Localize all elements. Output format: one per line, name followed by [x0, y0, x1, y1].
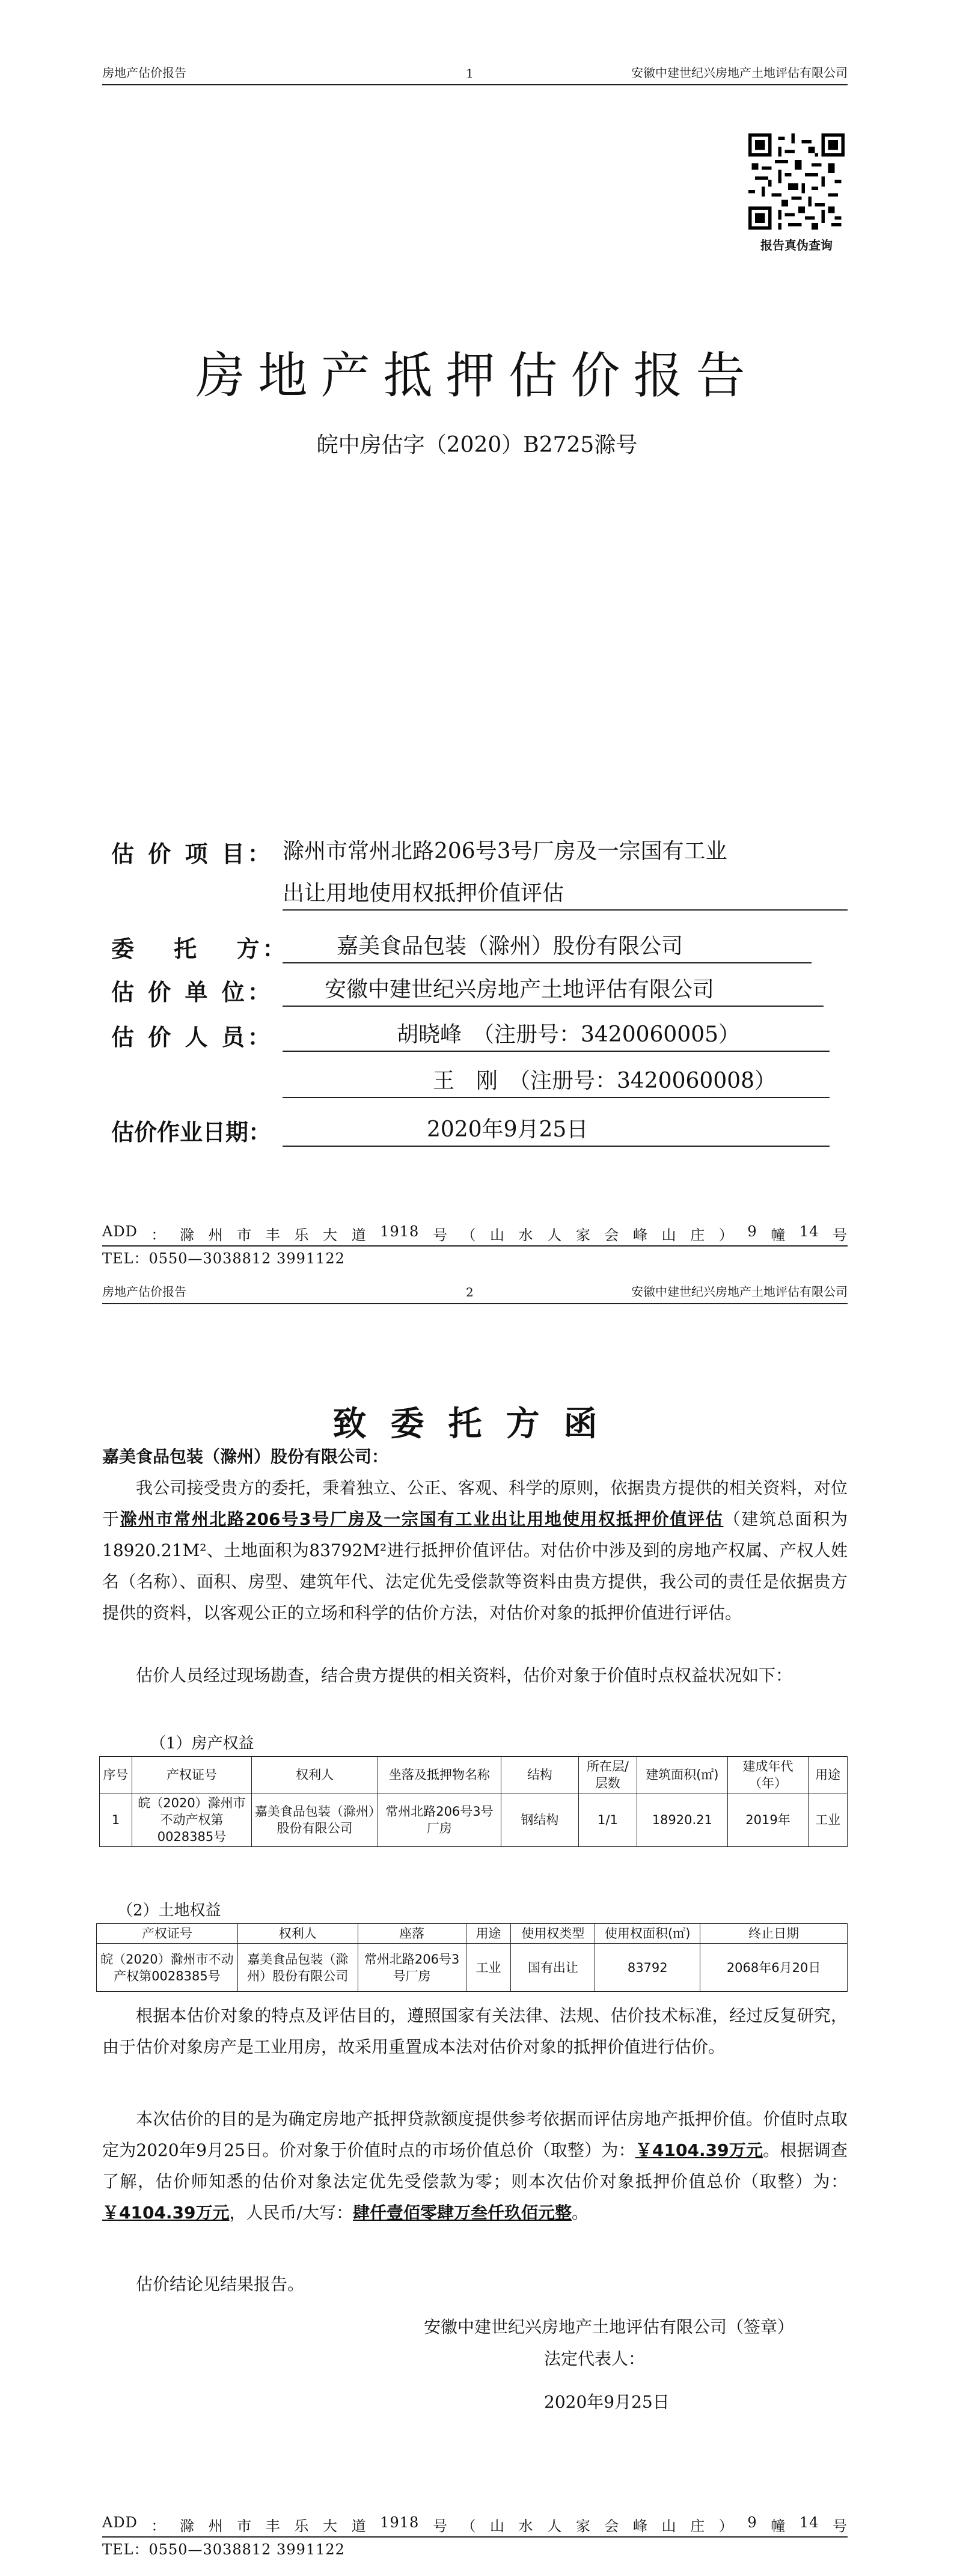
footer-tel: TEL：0550—3038812 3991122 [102, 2541, 345, 2558]
address-token: 滁 [180, 2518, 195, 2535]
table-cell: 钢结构 [501, 1793, 578, 1847]
address-token: 水 [518, 2518, 534, 2535]
table-cell: 嘉美食品包装（滁州）股份有限公司 [252, 1793, 378, 1847]
house-rights-heading: （1）房产权益 [150, 1735, 254, 1753]
land-rights-heading: （2）土地权益 [117, 1902, 221, 1920]
table-cell: 18920.21 [637, 1793, 727, 1847]
sign-date: 2020年9月25日 [544, 2392, 670, 2412]
address-token: 峰 [633, 2518, 648, 2535]
table-header: 使用权类型 [511, 1924, 595, 1944]
address-token: 会 [604, 1227, 620, 1244]
address-token: 道 [351, 1227, 367, 1244]
paragraph-4 [102, 2104, 848, 2229]
address-token: ： [151, 1227, 167, 1244]
address-token: 乐 [294, 2518, 310, 2535]
table-cell: 83792 [595, 1944, 700, 1992]
table-header: 权利人 [237, 1924, 358, 1944]
table-header: 产权证号 [97, 1924, 238, 1944]
table-header: 产权证号 [132, 1757, 251, 1793]
land-rights-table [96, 1923, 848, 1992]
sign-company: 安徽中建世纪兴房地产土地评估有限公司（签章） [424, 2317, 795, 2337]
address-token: 9 [747, 2514, 757, 2531]
table-cell: 常州北路206号3号厂房 [378, 1793, 501, 1847]
p4-text-d: 。 [572, 2203, 589, 2223]
header-right: 安徽中建世纪兴房地产土地评估有限公司 [631, 1284, 848, 1299]
address-token: 幢 [771, 1227, 786, 1244]
table-header: 建成年代（年） [727, 1757, 809, 1793]
table-row [100, 1793, 848, 1847]
letter-title: 致委托方函 [332, 1405, 622, 1444]
address-token: ： [151, 2518, 167, 2535]
table-header-row [97, 1924, 848, 1944]
footer-tel: TEL：0550—3038812 3991122 [102, 1250, 345, 1267]
project-label: 估 价 项 目： [111, 841, 274, 867]
address-token: 号 [832, 2518, 848, 2535]
table-cell: 工业 [466, 1944, 511, 1992]
address-token: 州 [208, 1227, 224, 1244]
paragraph-5: 估价结论见结果报告。 [136, 2274, 305, 2294]
table-cell: 嘉美食品包装（滁州）股份有限公司 [237, 1944, 358, 1992]
address-token: 家 [575, 1227, 591, 1244]
address-token: 1918 [380, 2514, 420, 2531]
paragraph-2: 估价人员经过现场勘查，结合贵方提供的相关资料，估价对象于价值时点权益状况如下： [136, 1665, 793, 1685]
table-cell: 工业 [809, 1793, 848, 1847]
report-title: 房地产抵押估价报告 [195, 347, 759, 404]
table-header: 所在层/层数 [578, 1757, 637, 1793]
mortgage-value-uppercase: 肆仟壹佰零肆万叁仟玖佰元整 [352, 2203, 572, 2223]
page2-footer [102, 2514, 848, 2559]
p1-text-c: （建筑总面积为18920.21M²、土地面积为83792M²进行抵押价值评估。对估价中涉及到的房地产权属、产权人姓名（名称）、面积、房型、建筑年代、法定优先受偿款等资料由贵方提供，我公司的责任是依据贵方提供的资料，以客观公正的立场和科学的估价方法，对估价对象的抵押价值进行评估。 [102, 1509, 848, 1623]
table-header: 用途 [466, 1924, 511, 1944]
house-rights-table [99, 1756, 848, 1847]
project-value-line2: 出让用地使用权抵押价值评估 [283, 876, 848, 911]
table-header: 座落 [358, 1924, 466, 1944]
table-header: 建筑面积(㎡) [637, 1757, 727, 1793]
address-token: 道 [351, 2518, 367, 2535]
client-value: 嘉美食品包装（滁州）股份有限公司 [283, 929, 812, 963]
footer-address [102, 1223, 848, 1247]
address-token: 14 [799, 2514, 819, 2531]
address-token: （ [461, 1227, 477, 1244]
address-token: 人 [547, 1227, 563, 1244]
table-header: 权利人 [252, 1757, 378, 1793]
address-token: （ [461, 2518, 477, 2535]
address-token: 丰 [265, 1227, 281, 1244]
address-token: 1918 [380, 1223, 420, 1240]
table-cell: 皖（2020）滁州市不动产权第0028385号 [132, 1793, 251, 1847]
table-cell: 皖（2020）滁州市不动产权第0028385号 [97, 1944, 238, 1992]
address-token: 大 [322, 2518, 338, 2535]
address-token: 14 [799, 1223, 819, 1240]
address-token: ） [718, 1227, 734, 1244]
page1-footer [102, 1223, 848, 1268]
table-cell: 2019年 [727, 1793, 809, 1847]
address-token: 号 [832, 1227, 848, 1244]
table-cell: 1 [100, 1793, 132, 1847]
address-token: ） [718, 2518, 734, 2535]
header-left: 房地产估价报告 [102, 66, 186, 80]
address-token: 州 [208, 2518, 224, 2535]
table-row [97, 1944, 848, 1992]
address-token: 市 [237, 2518, 252, 2535]
address-token: 山 [661, 1227, 677, 1244]
table-cell: 2068年6月20日 [700, 1944, 848, 1992]
p4-text-b: 。根据调查了解，估价师知悉的估价对象法定优先受偿款为零；则本次估价对象抵押价值总价（取整）为： [102, 2140, 848, 2191]
address-token: 会 [604, 2518, 620, 2535]
org-value: 安徽中建世纪兴房地产土地评估有限公司 [283, 972, 824, 1007]
address-token: 山 [490, 2518, 506, 2535]
date-label: 估价作业日期： [111, 1119, 272, 1146]
p1-project: 滁州市常州北路206号3号厂房及一宗国有工业出让用地使用权抵押价值评估 [120, 1509, 724, 1529]
report-number: 皖中房估字（2020）B2725滁号 [316, 433, 638, 457]
footer-address [102, 2514, 848, 2538]
address-token: 大 [322, 1227, 338, 1244]
table-header: 结构 [501, 1757, 578, 1793]
table-header-row [100, 1757, 848, 1793]
staff-1: 胡晓峰 （注册号：3420060005） [283, 1018, 830, 1052]
address-token: ADD [102, 2514, 138, 2531]
address-token: 庄 [690, 2518, 706, 2535]
page-header [102, 1280, 848, 1304]
market-value: ￥4104.39万元 [635, 2140, 763, 2160]
table-header: 坐落及抵押物名称 [378, 1757, 501, 1793]
address-token: 幢 [771, 2518, 786, 2535]
address-token: 丰 [265, 2518, 281, 2535]
sign-representative: 法定代表人： [544, 2349, 646, 2369]
address-token: 水 [518, 1227, 534, 1244]
paragraph-1 [102, 1473, 848, 1629]
address-token: 人 [547, 2518, 563, 2535]
table-header: 使用权面积(㎡) [595, 1924, 700, 1944]
address-token: 9 [747, 1223, 757, 1240]
address-token: 号 [432, 2518, 448, 2535]
header-right: 安徽中建世纪兴房地产土地评估有限公司 [631, 66, 848, 80]
address-token: 山 [661, 2518, 677, 2535]
letter-addressee: 嘉美食品包装（滁州）股份有限公司： [102, 1447, 389, 1467]
address-token: 市 [237, 1227, 252, 1244]
project-value-line1: 滁州市常州北路206号3号厂房及一宗国有工业 [283, 839, 727, 864]
header-left: 房地产估价报告 [102, 1284, 186, 1299]
table-cell: 常州北路206号3号厂房 [358, 1944, 466, 1992]
table-header: 终止日期 [700, 1924, 848, 1944]
staff-2: 王 刚 （注册号：3420060008） [283, 1064, 830, 1098]
table-header: 用途 [809, 1757, 848, 1793]
date-value: 2020年9月25日 [283, 1113, 830, 1147]
p4-text-a: 本次估价的目的是为确定房地产抵押贷款额度提供参考依据而评估房地产抵押价值。价值时点取定为2020年9月25日。价对象于价值时点的市场价值总价（取整）为： [102, 2109, 848, 2160]
staff-label: 估 价 人 员： [111, 1024, 274, 1051]
table-cell: 1/1 [578, 1793, 637, 1847]
address-token: 乐 [294, 1227, 310, 1244]
address-token: 峰 [633, 1227, 648, 1244]
header-page-number: 2 [466, 1285, 474, 1299]
address-token: 山 [490, 1227, 506, 1244]
address-token: 庄 [690, 1227, 706, 1244]
p1-text-a: 我公司接受贵方的委托，秉着独立、公正、客观、科学的原则，依据贵方提供的相关资料，对位于 [102, 1478, 848, 1529]
client-label: 委 托 方： [111, 936, 289, 962]
paragraph-3: 根据本估价对象的特点及评估目的，遵照国家有关法律、法规、估价技术标准，经过反复研究，由于估价对象房产是工业用房，故采用重置成本法对估价对象的抵押价值进行估价。 [102, 2006, 848, 2057]
address-token: ADD [102, 1223, 138, 1240]
qr-code[interactable] [748, 133, 845, 230]
address-token: 滁 [180, 1227, 195, 1244]
table-cell: 国有出让 [511, 1944, 595, 1992]
page-header [102, 61, 848, 85]
mortgage-value: ￥4104.39万元 [102, 2203, 230, 2223]
address-token: 家 [575, 2518, 591, 2535]
header-page-number: 1 [466, 66, 474, 81]
address-token: 号 [432, 1227, 448, 1244]
p4-text-c: ，人民币/大写： [229, 2203, 353, 2223]
org-label: 估 价 单 位： [111, 979, 274, 1006]
qr-caption: 报告真伪查询 [760, 238, 833, 252]
table-header: 序号 [100, 1757, 132, 1793]
